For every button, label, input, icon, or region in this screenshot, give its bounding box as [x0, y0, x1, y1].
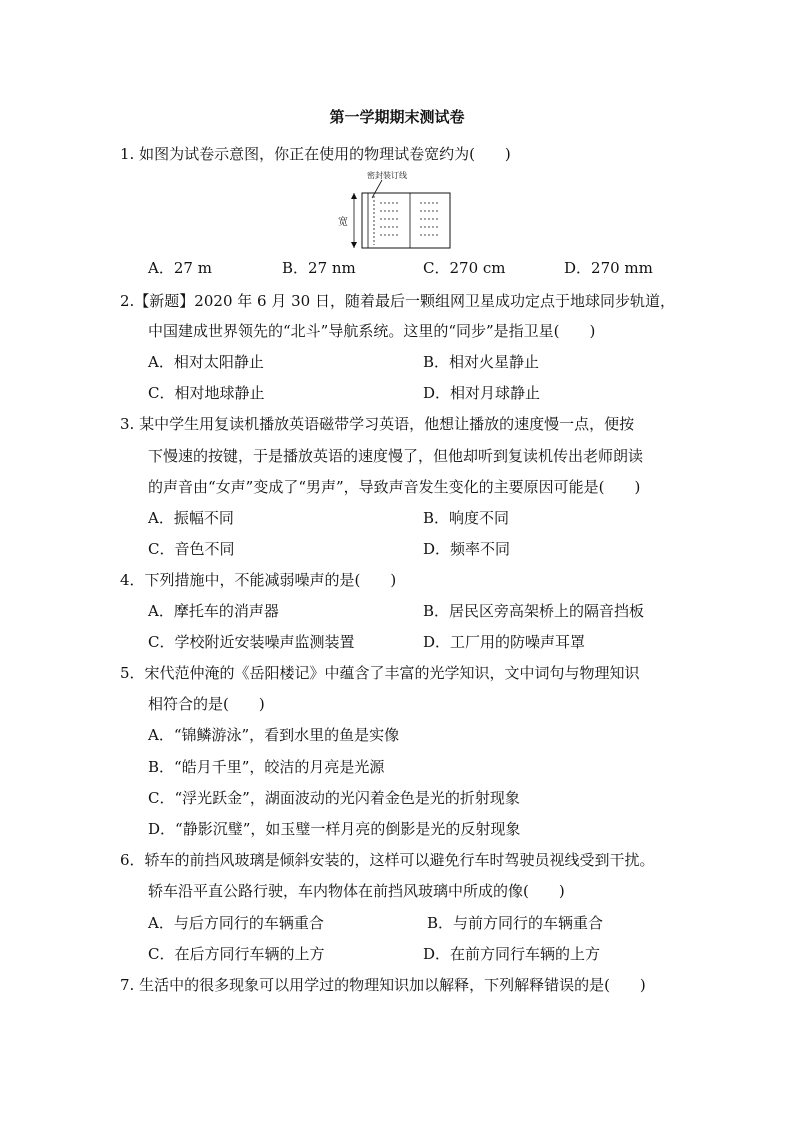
question-2-stem-line-1: 2.【新题】2020 年 6 月 30 日，随着最后一颗组网卫星成功定点于地球同步轨道， [120, 292, 675, 310]
q6-option-a: A．与后方同行的车辆重合 [148, 914, 324, 932]
question-3-stem-line-3: 的声音由“女声”变成了“男声”，导致声音发生变化的主要原因可能是( ) [148, 478, 641, 496]
q5-option-b: B．“皓月千里”，皎洁的月亮是光源 [148, 758, 385, 776]
q6-option-c: C．在后方同行车辆的上方 [148, 945, 325, 963]
q6-option-d: D．在前方同行车辆的上方 [423, 945, 601, 963]
q5-option-d: D．“静影沉璧”，如玉璧一样月亮的倒影是光的反射现象 [148, 820, 521, 838]
q4-option-c: C．学校附近安装噪声监测装置 [148, 633, 355, 651]
q3-option-a: A．振幅不同 [148, 509, 234, 527]
question-5-stem-line-2: 相符合的是( ) [148, 695, 265, 713]
q4-option-a: A．摩托车的消声器 [148, 602, 279, 620]
question-3-stem-line-1: 3. 某中学生用复读机播放英语磁带学习英语，他想让播放的速度慢一点，便按 [120, 415, 635, 433]
question-5-stem-line-1: 5．宋代范仲淹的《岳阳楼记》中蕴含了丰富的光学知识，文中词句与物理知识 [120, 664, 640, 682]
q1-option-a: A．27 m [148, 259, 212, 277]
q1-option-c: C．270 cm [423, 259, 506, 277]
figure-label-width: 宽 [338, 217, 348, 228]
q5-option-a: A．“锦鳞游泳”，看到水里的鱼是实像 [148, 726, 400, 744]
question-6-stem-line-2: 轿车沿平直公路行驶，车内物体在前挡风玻璃中所成的像( ) [148, 882, 565, 900]
q5-option-c: C．“浮光跃金”，湖面波动的光闪着金色是光的折射现象 [148, 789, 520, 807]
question-2-stem-line-2: 中国建成世界领先的“北斗”导航系统。这里的“同步”是指卫星( ) [148, 322, 596, 340]
question-3-stem-line-2: 下慢速的按键，于是播放英语的速度慢了，但他却听到复读机传出老师朗读 [148, 447, 644, 465]
question-4-stem: 4．下列措施中，不能减弱噪声的是( ) [120, 571, 397, 589]
q4-option-d: D．工厂用的防噪声耳罩 [423, 633, 586, 651]
q3-option-c: C．音色不同 [148, 540, 235, 558]
page-title: 第一学期期末测试卷 [329, 108, 465, 126]
exam-paper-diagram [338, 168, 458, 254]
q2-option-a: A．相对太阳静止 [148, 353, 264, 371]
q2-option-b: B．相对火星静止 [423, 353, 540, 371]
q2-option-c: C．相对地球静止 [148, 384, 265, 402]
q3-option-b: B．响度不同 [423, 509, 510, 527]
question-6-stem-line-1: 6．轿车的前挡风玻璃是倾斜安装的，这样可以避免行车时驾驶员视线受到干扰。 [120, 851, 655, 869]
q3-option-d: D．频率不同 [423, 540, 511, 558]
question-1-stem: 1. 如图为试卷示意图，你正在使用的物理试卷宽约为( ) [120, 145, 511, 163]
q1-option-b: B．27 nm [282, 259, 356, 277]
q2-option-d: D．相对月球静止 [423, 384, 541, 402]
q1-option-d: D．270 mm [564, 259, 653, 277]
figure-label-seal-line: 密封装订线 [367, 171, 407, 180]
q4-option-b: B．居民区旁高架桥上的隔音挡板 [423, 602, 645, 620]
q6-option-b: B．与前方同行的车辆重合 [427, 914, 604, 932]
question-7-stem: 7. 生活中的很多现象可以用学过的物理知识加以解释，下列解释错误的是( ) [120, 976, 646, 994]
